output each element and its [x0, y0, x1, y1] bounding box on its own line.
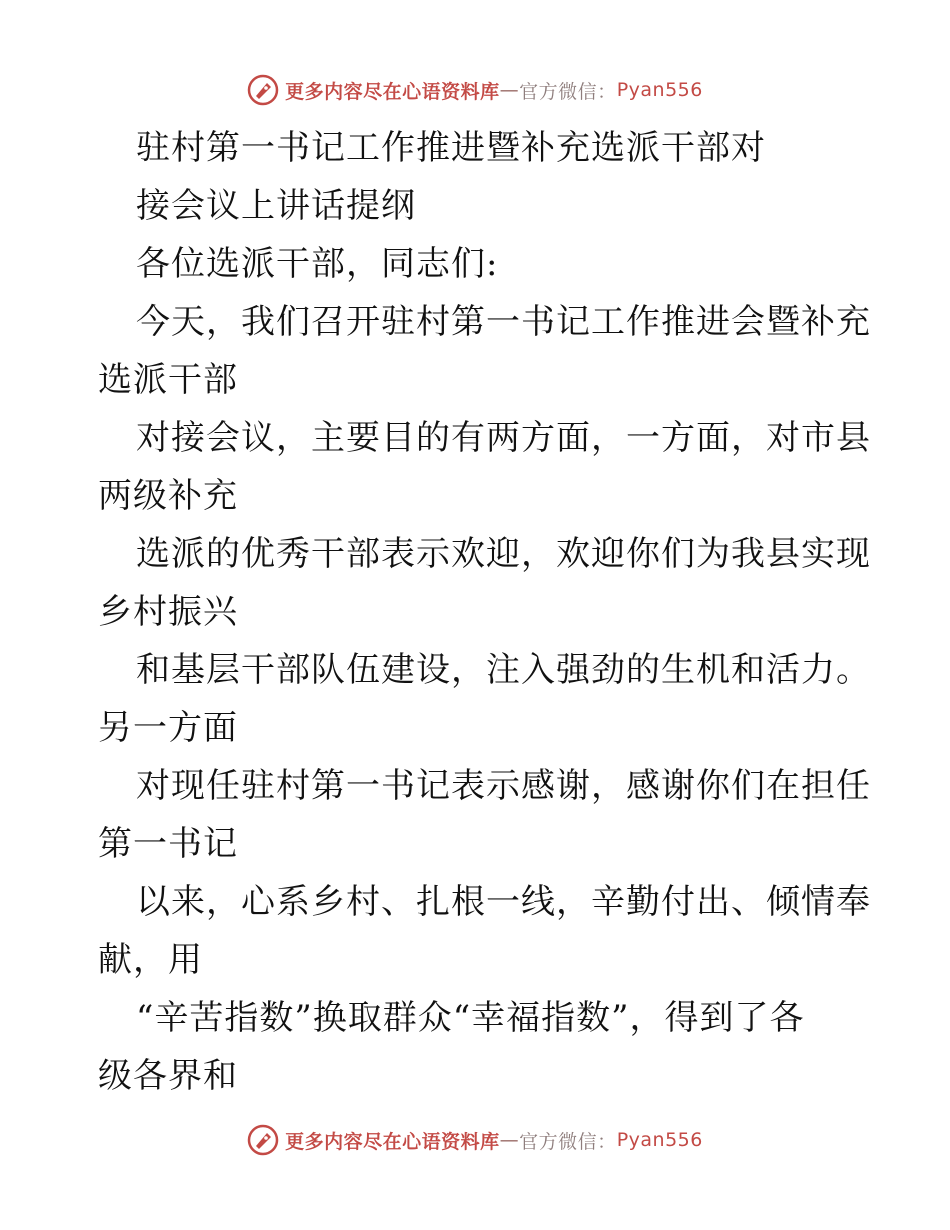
watermark-main-text: 更多内容尽在心语资料库	[285, 80, 500, 103]
paragraph-line: 和基层干部队伍建设，注入强劲的生机和活力。	[136, 650, 871, 690]
watermark-wechat-label: 官方微信：	[519, 1130, 617, 1153]
paragraph-line: 对接会议，主要目的有两方面，一方面，对市县	[136, 418, 871, 458]
paragraph-line: 两级补充	[98, 476, 238, 516]
paragraph-line: 选派干部	[98, 360, 238, 400]
watermark-wechat-id: Pyan556	[616, 79, 703, 101]
paragraph-line: 今天，我们召开驻村第一书记工作推进会暨补充	[136, 302, 871, 342]
watermark-separator: —	[499, 79, 520, 101]
paragraph-line: 级各界和	[98, 1056, 238, 1096]
paragraph-line: 选派的优秀干部表示欢迎，欢迎你们为我县实现	[136, 534, 871, 574]
paragraph-line: 另一方面	[98, 708, 238, 748]
paragraph-line: 献，用	[98, 940, 203, 980]
paragraph-line: 第一书记	[98, 824, 238, 864]
paragraph-line: 乡村振兴	[98, 592, 238, 632]
watermark-wechat-id: Pyan556	[616, 1129, 703, 1151]
paragraph-line: 对现任驻村第一书记表示感谢，感谢你们在担任	[136, 766, 871, 806]
watermark-separator: —	[499, 1129, 520, 1151]
paragraph-line: 以来，心系乡村、扎根一线，辛勤付出、倾情奉	[136, 882, 871, 922]
watermark-main-text: 更多内容尽在心语资料库	[285, 1130, 500, 1153]
footer-watermark	[0, 1120, 950, 1160]
paragraph-line: “辛苦指数”换取群众“幸福指数”，得到了各	[136, 998, 805, 1038]
document-title-line-2: 接会议上讲话提纲	[136, 186, 416, 226]
document-title-line-1: 驻村第一书记工作推进暨补充选派干部对	[136, 128, 766, 168]
paragraph-line: 各位选派干部，同志们:	[136, 244, 499, 284]
watermark-wechat-label: 官方微信：	[519, 80, 617, 103]
fountain-pen-nib-icon	[247, 1124, 279, 1156]
